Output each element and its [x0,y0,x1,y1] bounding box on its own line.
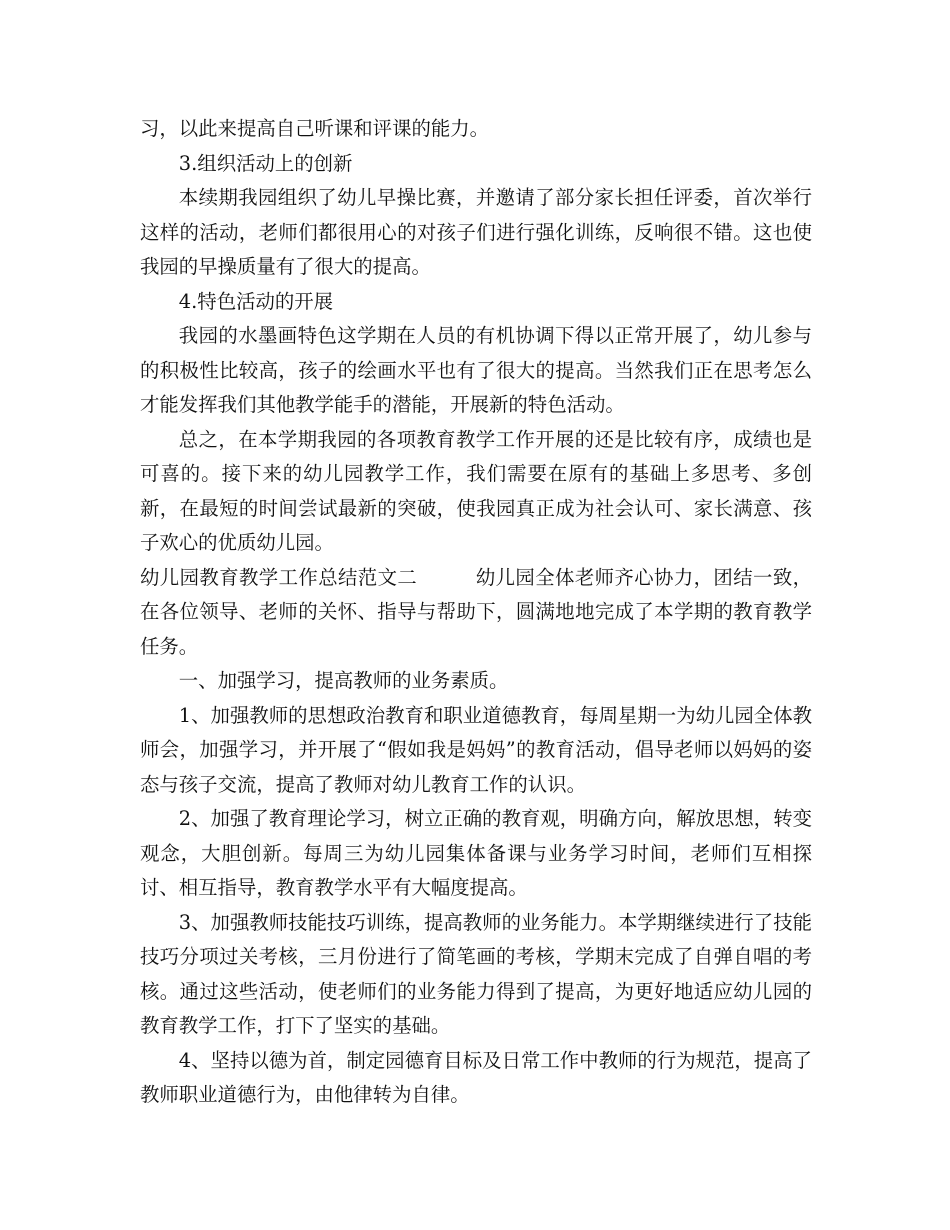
heading-strengthen-learning: 一、加强学习，提高教师的业务素质。 [178,669,509,692]
paragraph-morning-exercise: 本续期我园组织了幼儿早操比赛，并邀请了部分家长担任评委，首次举行这样的活动，老师们都很用心的对孩子们进行强化训练，反响很不错。这也使我园的早操质量有了很大的提高。 [140,186,812,278]
subheading-featured-activities: 4.特色活动的开展 [178,289,334,313]
subheading-organization-innovation: 3.组织活动上的创新 [178,151,353,175]
paragraph-continuation: 习，以此来提高自己听课和评课的能力。 [140,117,490,140]
section-heading-line [140,561,812,665]
section-intro: 幼儿园全体老师齐心协力，团结一致，在各位领导、老师的关怀、指导与帮助下，圆满地地完成了本学期的教育教学任务。 [140,565,813,658]
paragraph-conclusion: 总之，在本学期我园的各项教育教学工作开展的还是比较有序，成绩也是可喜的。接下来的幼儿园教学工作，我们需要在原有的基础上多思考、多创新，在最短的时间尝试最新的突破，使我园真正成为社会认可、家长满意、孩子欢心的优质幼儿园。 [140,427,812,554]
paragraph-item-4: 4、坚持以德为首，制定园德育目标及日常工作中教师的行为规范，提高了教师职业道德行为，由他律转为自律。 [140,1048,812,1106]
document-body [140,112,812,1113]
paragraph-item-1: 1、加强教师的思想政治教育和职业道德教育，每周星期一为幼儿园全体教师会，加强学习，并开展了“假如我是妈妈”的教育活动，倡导老师以妈妈的姿态与孩子交流，提高了教师对幼儿教育工作的认识。 [140,703,812,796]
paragraph-item-2: 2、加强了教育理论学习，树立正确的教育观，明确方向，解放思想，转变观念，大胆创新。每周三为幼儿园集体备课与业务学习时间，老师们互相探讨、相互指导，教育教学水平有大幅度提高。 [140,807,812,899]
section-heading: 幼儿园教育教学工作总结范文二 [140,565,418,589]
paragraph-item-3: 3、加强教师技能技巧训练，提高教师的业务能力。本学期继续进行了技能技巧分项过关考核，三月份进行了简笔画的考核，学期末完成了自弹自唱的考核。通过这些活动，使老师们的业务能力得到了提高，为更好地适应幼儿园的教育教学工作，打下了坚实的基础。 [140,910,812,1037]
paragraph-ink-painting: 我园的水墨画特色这学期在人员的有机协调下得以正常开展了，幼儿参与的积极性比较高，孩子的绘画水平也有了很大的提高。当然我们正在思考怎么才能发挥我们其他教学能手的潜能，开展新的特色活动。 [140,324,812,416]
